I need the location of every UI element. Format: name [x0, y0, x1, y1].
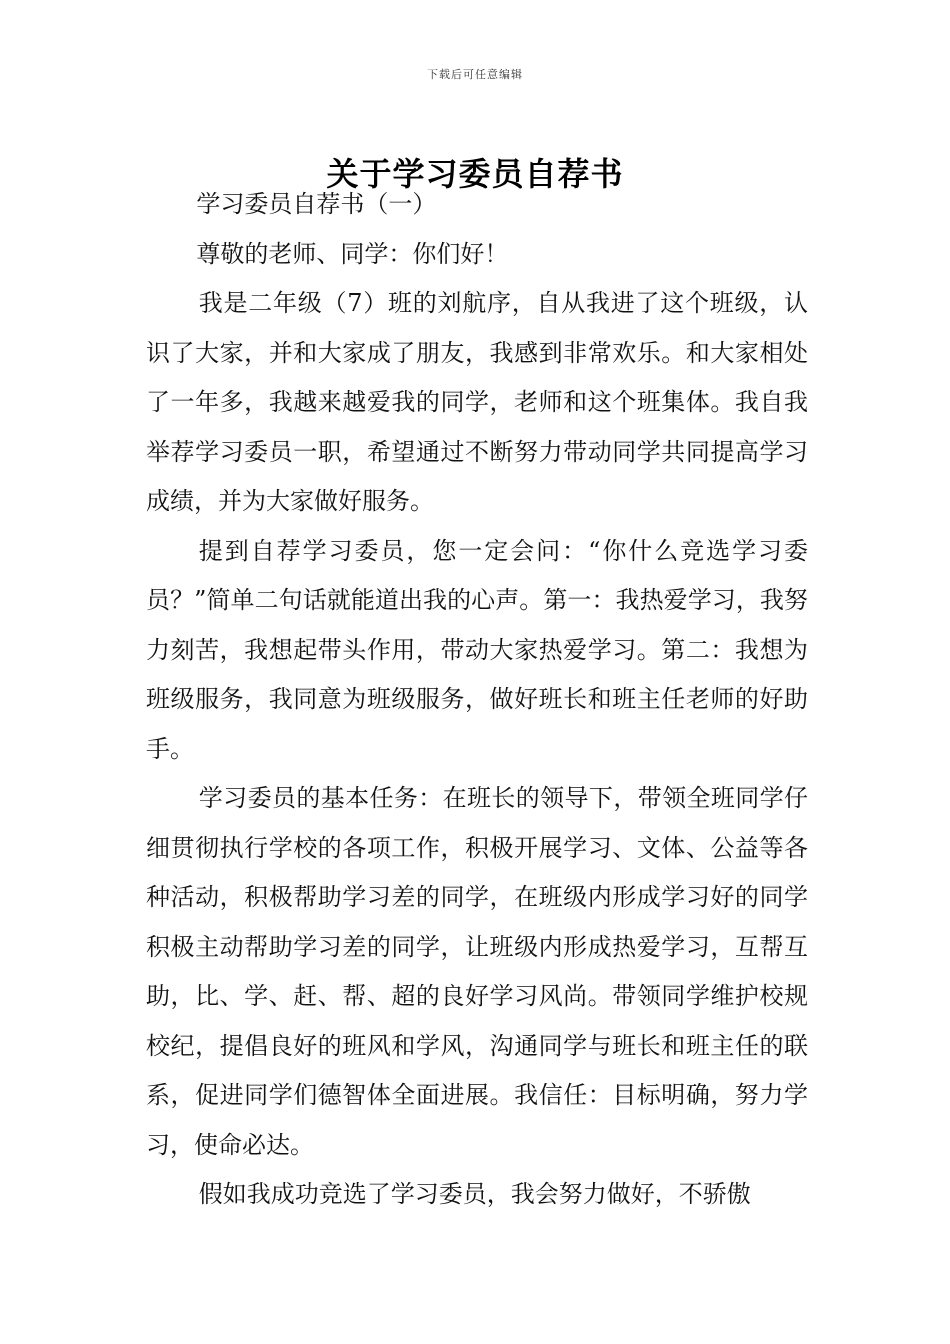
paragraph-3: 学习委员的基本任务：在班长的领导下，带领全班同学仔细贯彻执行学校的各项工作，积极开展学习、文体、公益等各种活动，积极帮助学习差的同学，在班级内形成学习好的同学积极主动帮助学习差的同学，让班级内形成热爱学习，互帮互助，比、学、赶、帮、超的良好学习风尚。带领同学维护校规校纪，提倡良好的班风和学风，沟通同学与班长和班主任的联系，促进同学们德智体全面进展。我信任：目标明确，努力学习，使命必达。 [146, 784, 808, 1159]
document-title: 关于学习委员自荐书 [326, 155, 624, 194]
page-header-note: 下载后可任意编辑 [427, 68, 523, 81]
paragraph-1: 我是二年级（7）班的刘航序，自从我进了这个班级，认识了大家，并和大家成了朋友，我感到非常欢乐。和大家相处了一年多，我越来越爱我的同学，老师和这个班集体。我自我举荐学习委员一职，希望通过不断努力带动同学共同提高学习成绩，并为大家做好服务。 [146, 289, 808, 515]
document-body [146, 180, 808, 1220]
paragraph-4: 假如我成功竞选了学习委员，我会努力做好，不骄傲 [198, 1180, 751, 1208]
paragraph-2: 提到自荐学习委员，您一定会问：“你什么竞选学习委员？”简单二句话就能道出我的心声。第一：我热爱学习，我努力刻苦，我想起带头作用，带动大家热爱学习。第二：我想为班级服务，我同意为班级服务，做好班长和班主任老师的好助手。 [146, 536, 808, 763]
greeting: 尊敬的老师、同学：你们好！ [196, 239, 509, 268]
document-subtitle: 学习委员自荐书（一） [196, 190, 437, 218]
